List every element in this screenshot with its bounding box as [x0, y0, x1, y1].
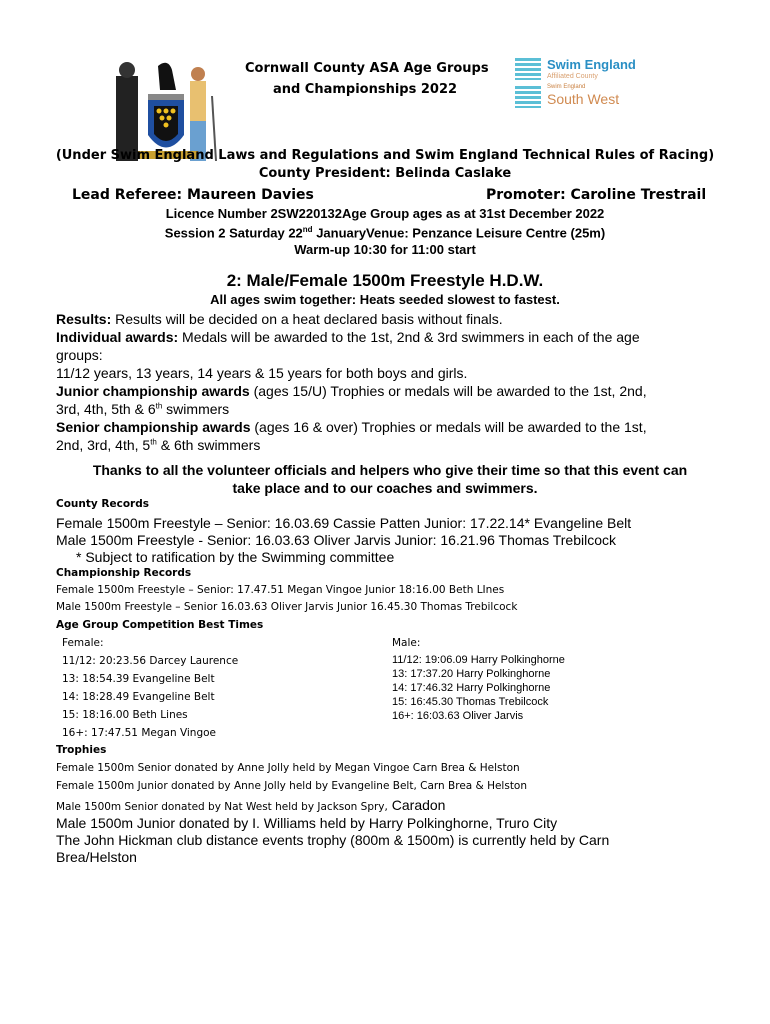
thanks-line1: Thanks to all the volunteer officials and helpers who give their time so that this event can [92, 462, 688, 478]
county-record-female: Female 1500m Freestyle – Senior: 16.03.69 Cassie Patten Junior: 17.22.14* Evangeline Belt [56, 515, 632, 531]
senior-awards: Senior championship awards (ages 16 & over) Trophies or medals will be awarded to the 1st, [56, 419, 647, 435]
male-best-time: 14: 17:46.32 Harry Polkinghorne [392, 682, 551, 694]
document-title-line2: and Championships 2022 [272, 82, 458, 97]
trophy-item: Male 1500m Senior donated by Nat West held by Jackson Spry, Caradon [56, 797, 446, 813]
male-best-time: 11/12: 19:06.09 Harry Polkinghorne [392, 654, 565, 666]
thanks-line2: take place and to our coaches and swimmers. [232, 480, 538, 496]
lead-referee: Lead Referee: Maureen Davies [72, 187, 314, 203]
female-best-time: 15: 18:16.00 Beth Lines [62, 709, 188, 721]
event-subtitle: All ages swim together: Heats seeded slowest to fastest. [210, 292, 560, 307]
male-best-time: 15: 16:45.30 Thomas Trebilcock [392, 696, 549, 708]
document-title-line1: Cornwall County ASA Age Groups [245, 61, 489, 76]
county-president: County President: Belinda Caslake [258, 166, 512, 181]
licence-number: Licence Number 2SW220132Age Group ages as at 31st December 2022 [165, 206, 605, 221]
rules-note: (Under Swim England Laws and Regulations and Swim England Technical Rules of Racing) [55, 148, 715, 163]
male-best-time: 13: 17:37.20 Harry Polkinghorne [392, 668, 551, 680]
junior-awards-cont: 3rd, 4th, 5th & 6th swimmers [56, 401, 230, 417]
trophy-item: Female 1500m Senior donated by Anne Jolly held by Megan Vingoe Carn Brea & Helston [56, 762, 520, 774]
female-best-time: 11/12: 20:23.56 Darcey Laurence [62, 655, 239, 667]
male-best-time: 16+: 16:03.63 Oliver Jarvis [392, 710, 524, 722]
results-rule: Results: Results will be decided on a heat declared basis without finals. [56, 311, 503, 327]
ratification-note: * Subject to ratification by the Swimming committee [76, 549, 395, 565]
age-groups: 11/12 years, 13 years, 14 years & 15 years for both boys and girls. [56, 365, 468, 381]
female-best-time: 14: 18:28.49 Evangeline Belt [62, 691, 215, 703]
trophy-item: Female 1500m Junior donated by Anne Jolly held by Evangeline Belt, Carn Brea & Helston [56, 780, 528, 792]
event-title: 2: Male/Female 1500m Freestyle H.D.W. [226, 271, 544, 290]
best-times-heading: Age Group Competition Best Times [56, 619, 264, 631]
individual-awards: Individual awards: Medals will be awarded to the 1st, 2nd & 3rd swimmers in each of the age [56, 329, 640, 345]
female-best-time: 16+: 17:47.51 Megan Vingoe [62, 727, 217, 739]
trophies-heading: Trophies [56, 744, 107, 756]
trophy-item: The John Hickman club distance events trophy (800m & 1500m) is currently held by Carn [56, 832, 610, 848]
junior-awards: Junior championship awards (ages 15/U) Trophies or medals will be awarded to the 1st, 2nd, [56, 383, 647, 399]
individual-awards-cont: groups: [56, 347, 103, 363]
championship-record-male: Male 1500m Freestyle – Senior 16.03.63 Oliver Jarvis Junior 16.45.30 Thomas Trebilcock [56, 601, 518, 613]
championship-record-female: Female 1500m Freestyle – Senior: 17.47.51 Megan Vingoe Junior 18:16.00 Beth LInes [56, 584, 505, 596]
senior-awards-cont: 2nd, 3rd, 4th, 5th & 6th swimmers [56, 437, 261, 453]
county-records-heading: County Records [56, 498, 149, 510]
promoter: Promoter: Caroline Trestrail [486, 187, 707, 203]
female-label: Female: [62, 637, 104, 649]
swim-england-logo: Swim England Affiliated County Swim England South West [515, 56, 650, 111]
county-record-male: Male 1500m Freestyle - Senior: 16.03.63 Oliver Jarvis Junior: 16.21.96 Thomas Trebilcock [56, 532, 616, 548]
warm-up: Warm-up 10:30 for 11:00 start [294, 242, 476, 257]
trophy-item-cont: Brea/Helston [56, 849, 137, 865]
male-label: Male: [392, 637, 421, 649]
female-best-time: 13: 18:54.39 Evangeline Belt [62, 673, 215, 685]
trophy-item: Male 1500m Junior donated by I. Williams held by Harry Polkinghorne, Truro City [56, 815, 558, 831]
championship-records-heading: Championship Records [56, 567, 192, 579]
session-venue: Session 2 Saturday 22nd JanuaryVenue: Penzance Leisure Centre (25m) [164, 225, 606, 241]
